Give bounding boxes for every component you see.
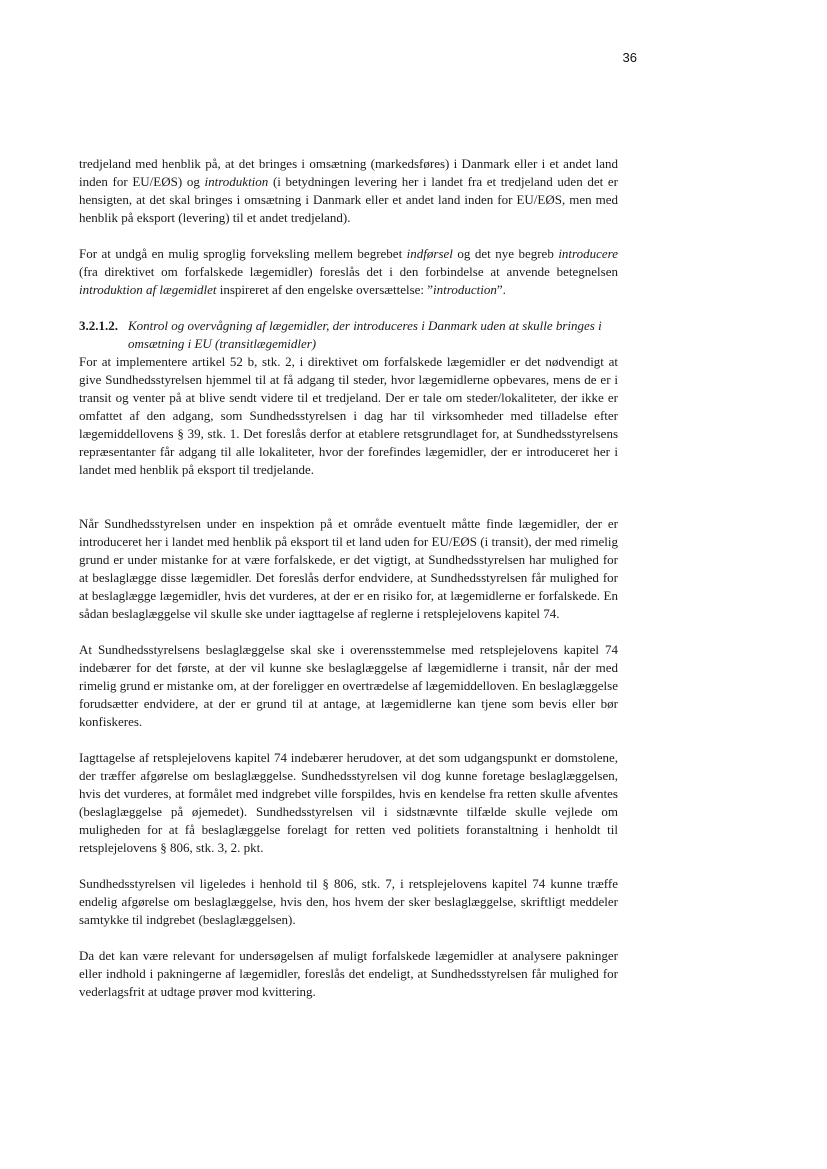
section-heading [79,317,618,353]
paragraph-7: Sundhedsstyrelsen vil ligeledes i henhold til § 806, stk. 7, i retsplejelovens kapitel 74 kunne træffe endelig afgørelse om beslaglæggelse, hvis den, hos hvem der sker beslaglæggelse, skriftligt meddeler samtykke til indgrebet (beslaglæggelsen). [79,876,618,927]
section-number: 3.2.1.2. [79,318,118,333]
document-body [79,155,618,1001]
paragraph-6: Iagttagelse af retsplejelovens kapitel 74 indebærer herudover, at det som udgangspunkt er domstolene, der træffer afgørelse om beslaglæggelse. Sundhedsstyrelsen vil dog kunne foretage beslaglæggelsen, hvis det vurderes, at formålet med indgrebet ville forspildes, hvis en kendelse fra retten skulle afventes (beslaglæggelse på øjemedet). Sundhedsstyrelsen vil i sidstnævnte tilfælde skulle vejlede om muligheden for at få beslaglæggelse forelagt for retten ved politiets foranstaltning i henholdt til retsplejelovens § 806, stk. 3, 2. pkt. [79,750,618,855]
paragraph-3: For at implementere artikel 52 b, stk. 2, i direktivet om forfalskede lægemidler er det nødvendigt at give Sundhedsstyrelsen hjemmel til at få adgang til steder, hvor lægemidlerne opbevares, mens de er i transit og venter på at blive sendt videre til et tredjeland. Der er tale om steder/lokaliteter, der ikke er omfattet af den adgang, som Sundhedsstyrelsen i dag har til virksomheder med tilladelse efter lægemiddellovens § 39, stk. 1. Det foreslås derfor at etablere retsgrundlaget for, at Sundhedsstyrelsens repræsentanter får adgang til alle lokaliteter, hvor der forefindes lægemidler, der er introduceret her i landet med henblik på eksport til tredjelande. [79,354,618,477]
paragraph-1: tredjeland med henblik på, at det bringes i omsætning (markedsføres) i Danmark eller i et andet land inden for EU/EØS) og introduktion (i betydningen levering her i landet fra et tredjeland uden det er hensigten, at det skal bringes i omsætning i Danmark eller et andet land inden for EU/EØS, men med henblik på eksport (levering) til et andet tredjeland). [79,156,618,225]
paragraph-5: At Sundhedsstyrelsens beslaglæggelse skal ske i overensstemmelse med retsplejelovens kapitel 74 indebærer for det første, at der vil kunne ske beslaglæggelse af lægemidlerne i transit, når der med rimelig grund er mistanke om, at der foreligger en overtrædelse af lægemiddelloven. En beslaglæggelse forudsætter endvidere, at der er grund til at antage, at lægemidlerne kan tjene som bevis eller bør konfiskeres. [79,642,618,729]
page-number: 36 [622,50,637,65]
paragraph-4: Når Sundhedsstyrelsen under en inspektion på et område eventuelt måtte finde lægemidler, der er introduceret her i landet med henblik på eksport til et land uden for EU/EØS (i transit), der med rimelig grund er under mistanke for at være forfalskede, er det vigtigt, at Sundhedsstyrelsen har mulighed for at beslaglægge disse lægemidler. Det foreslås derfor endvidere, at Sundhedsstyrelsen får mulighed for at beslaglægge lægemidler, hvis det vurderes, at der er en risiko for, at lægemidlerne er forfalskede. En sådan beslaglæggelse vil skulle ske under iagttagelse af reglerne i retsplejelovens kapitel 74. [79,516,618,621]
section-title: Kontrol og overvågning af lægemidler, der introduceres i Danmark uden at skulle bringes i omsætning i EU (transitlægemidler) [128,318,602,351]
term-introduktion-af-laegemidlet: introduktion af lægemidlet [79,282,217,297]
term-indforsel: indførsel [406,246,453,261]
term-introducere: introducere [558,246,618,261]
term-introduction: introduction [433,282,497,297]
term-introduktion: introduktion [204,174,269,189]
paragraph-8: Da det kan være relevant for undersøgelsen af muligt forfalskede lægemidler at analysere pakninger eller indhold i pakningerne af lægemidler, foreslås det endeligt, at Sundhedsstyrelsen får mulighed for vederlagsfrit at udtage prøver mod kvittering. [79,948,618,999]
paragraph-2: For at undgå en mulig sproglig forveksling mellem begrebet indførsel og det nye begreb introducere (fra direktivet om forfalskede lægemidler) foreslås det i den forbindelse at anvende betegnelsen introduktion af lægemidlet inspireret af den engelske oversættelse: ”introduction”. [79,246,618,297]
